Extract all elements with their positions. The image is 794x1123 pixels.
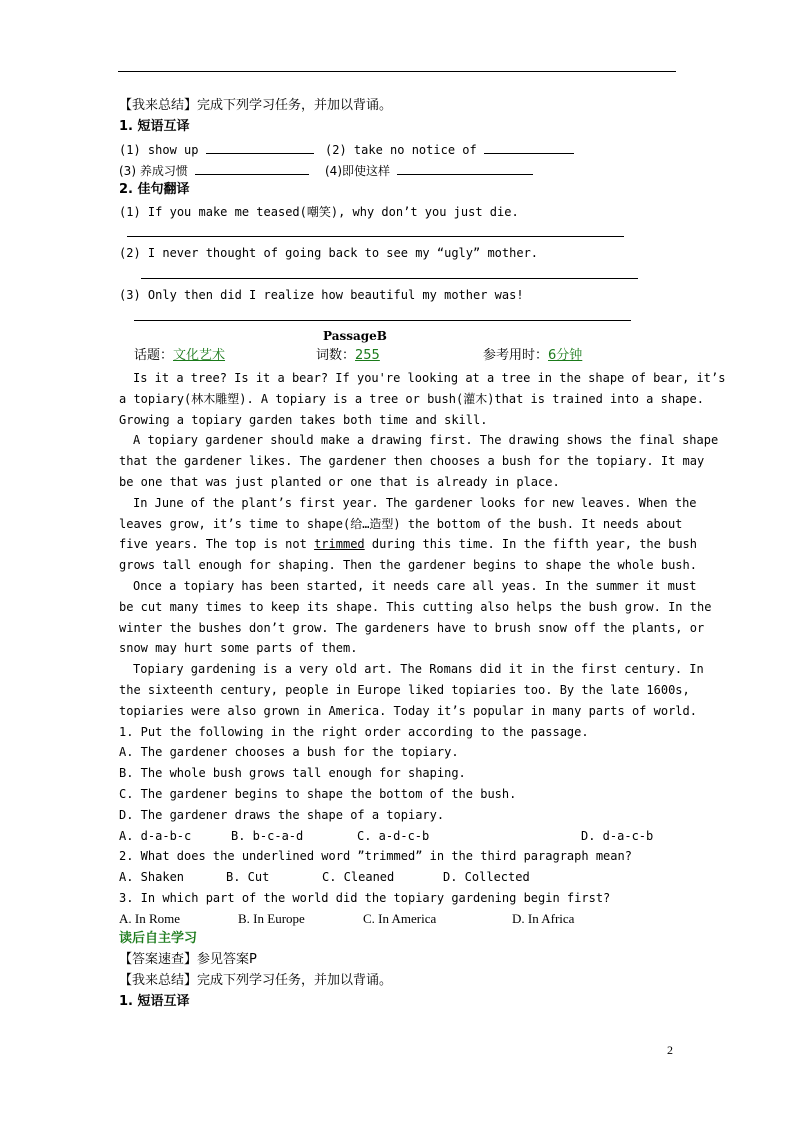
page-number: 2 xyxy=(667,1043,673,1057)
sentence-1 xyxy=(119,204,519,220)
question-2-option-d[interactable]: D. Collected xyxy=(443,870,530,884)
passage-line-17: topiaries were also grown in America. Today it’s popular in many parts of world. xyxy=(119,704,697,718)
phrase-item-1-text: (1) show up xyxy=(119,143,199,157)
question-1-option-c[interactable]: C. a-d-c-b xyxy=(357,829,430,843)
passage-title: PassageB xyxy=(323,329,387,343)
phrase-blank-1[interactable] xyxy=(206,141,314,154)
phrase-item-4 xyxy=(325,162,533,179)
time-value: 6分钟 xyxy=(548,348,583,363)
phrase-blank-2[interactable] xyxy=(484,141,574,154)
question-1: 1. Put the following in the right order according to the passage. xyxy=(119,725,589,739)
word-count-value: 255 xyxy=(355,348,380,363)
passage-line-4: A topiary gardener should make a drawing first. The drawing shows the final shape xyxy=(133,433,719,447)
phrase-blank-4[interactable] xyxy=(397,162,533,175)
passage-word-count xyxy=(316,348,380,364)
question-3-option-b[interactable]: B. In Europe xyxy=(238,911,305,926)
question-3: 3. In which part of the world did the topiary gardening begin first? xyxy=(119,891,611,905)
phrase-item-1 xyxy=(119,141,314,158)
sentence-3: (3) Only then did I realize how beautiful my mother was! xyxy=(119,288,524,302)
phrases-heading-2: 1. 短语互译 xyxy=(119,994,190,1009)
question-2-option-a[interactable]: A. Shaken xyxy=(119,870,185,884)
answer-line-2[interactable] xyxy=(141,278,638,279)
passage-line-14: snow may hurt some parts of them. xyxy=(119,641,358,655)
time-label: 参考用时： xyxy=(483,348,549,363)
sentences-heading: 2. 佳句翻译 xyxy=(119,182,190,197)
phrase-blank-3[interactable] xyxy=(195,162,309,175)
passage-line-10: grows tall enough for shaping. Then the gardener begins to shape the whole bush. xyxy=(119,558,697,572)
question-1-option-a[interactable]: A. d-a-b-c xyxy=(119,829,192,843)
phrase-item-3-text: (3) 养成习惯 xyxy=(119,164,188,178)
passage-line-5: that the gardener likes. The gardener then chooses a bush for the topiary. It may xyxy=(119,454,705,468)
question-2-option-b[interactable]: B. Cut xyxy=(226,870,270,884)
passage-line-3: Growing a topiary garden takes both time and skill. xyxy=(119,413,488,427)
summary-instruction xyxy=(119,98,392,114)
topic-value: 文化艺术 xyxy=(173,348,226,363)
summary-bracket: 【我来总结】 xyxy=(119,98,198,113)
answer-lookup-text: 参见答案P xyxy=(197,952,257,967)
phrase-item-2 xyxy=(325,141,574,158)
passage-line-9-end: during this time. In the fifth year, the bush xyxy=(371,537,697,551)
question-3-option-d[interactable]: D. In Africa xyxy=(512,911,575,926)
sentence-1-text: If you make me teased(嘲笑), why don’t you just die. xyxy=(147,205,519,219)
passage-line-11: Once a topiary has been started, it needs care all yeas. In the summer it must xyxy=(133,579,697,593)
summary-bracket-2: 【我来总结】 xyxy=(119,973,198,988)
question-1-item-c: C. The gardener begins to shape the bottom of the bush. xyxy=(119,787,517,801)
summary-text-2: 完成下列学习任务，并加以背诵。 xyxy=(197,973,393,988)
question-1-option-d[interactable]: D. d-a-c-b xyxy=(581,829,654,843)
passage-line-15: Topiary gardening is a very old art. The Romans did it in the first century. In xyxy=(133,662,704,676)
passage-line-12: be cut many times to keep its shape. This cutting also helps the bush grow. In the xyxy=(119,600,712,614)
passage-line-2: a topiary(林木雕塑). A topiary is a tree or bush(灌木)that is trained into a shape. xyxy=(119,392,704,406)
question-1-option-b[interactable]: B. b-c-a-d xyxy=(231,829,304,843)
sentence-2: (2) I never thought of going back to see my “ugly” mother. xyxy=(119,246,539,260)
passage-line-6: be one that was just planted or one that is already in place. xyxy=(119,475,560,489)
word-count-label: 词数： xyxy=(316,348,356,363)
phrase-item-2-text: (2) take no notice of xyxy=(325,143,477,157)
passage-topic xyxy=(134,348,225,364)
underlined-word-trimmed: trimmed xyxy=(314,537,365,551)
summary-instruction-2 xyxy=(119,973,392,989)
question-2: 2. What does the underlined word ”trimmed” in the third paragraph mean? xyxy=(119,849,632,863)
question-2-option-c[interactable]: C. Cleaned xyxy=(322,870,395,884)
question-1-item-d: D. The gardener draws the shape of a topiary. xyxy=(119,808,445,822)
summary-text: 完成下列学习任务，并加以背诵。 xyxy=(197,98,393,113)
passage-time xyxy=(483,348,582,364)
passage-line-7: In June of the plant’s first year. The gardener looks for new leaves. When the xyxy=(133,496,697,510)
header-rule xyxy=(118,71,676,72)
topic-label: 话题： xyxy=(134,348,174,363)
answer-line-3[interactable] xyxy=(134,320,631,321)
passage-line-16: the sixteenth century, people in Europe liked topiaries too. By the late 1600s, xyxy=(119,683,690,697)
answer-lookup-bracket: 【答案速查】 xyxy=(119,952,198,967)
passage-line-1: Is it a tree? Is it a bear? If you're looking at a tree in the shape of bear, it’s xyxy=(133,371,726,385)
passage-line-13: winter the bushes don’t grow. The gardeners have to brush snow off the plants, or xyxy=(119,621,705,635)
answer-line-1[interactable] xyxy=(127,236,624,237)
sentence-1-number: (1) xyxy=(119,205,141,219)
question-3-option-a[interactable]: A. In Rome xyxy=(119,911,181,926)
passage-line-8: leaves grow, it’s time to shape(给…造型) the bottom of the bush. It needs about xyxy=(119,517,683,531)
question-1-item-b: B. The whole bush grows tall enough for shaping. xyxy=(119,766,466,780)
question-3-option-c[interactable]: C. In America xyxy=(363,911,437,926)
passage-line-9 xyxy=(119,536,697,552)
question-1-item-a: A. The gardener chooses a bush for the topiary. xyxy=(119,745,459,759)
phrase-item-3 xyxy=(119,162,309,179)
answer-lookup xyxy=(119,952,257,968)
phrases-heading: 1. 短语互译 xyxy=(119,119,190,134)
passage-line-9-start: five years. The top is not xyxy=(119,537,307,551)
phrase-item-4-text: (4)即使这样 xyxy=(325,164,390,178)
after-reading-heading: 读后自主学习 xyxy=(119,931,198,946)
